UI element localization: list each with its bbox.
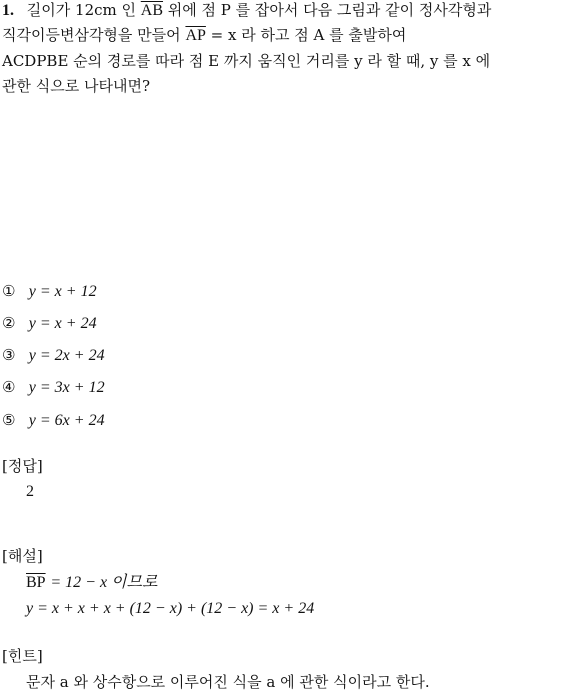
explanation-line-1-rest: = 12 − x 이므로 xyxy=(50,574,158,591)
question-line-4: 관한 식으로 나타내면? xyxy=(2,77,150,95)
question-line-3: ACDPBE 순의 경로를 따라 점 E 까지 움직인 거리를 y 라 할 때, y 를 x 에 xyxy=(2,52,491,70)
choice-expression: y = x + 24 xyxy=(28,315,97,332)
question-text-2b: = x 라 하고 점 A 를 출발하여 xyxy=(210,26,407,44)
choice-marker: ③ xyxy=(2,346,16,364)
choice-5[interactable] xyxy=(2,410,105,431)
choice-expression: y = 2x + 24 xyxy=(28,347,105,364)
question-text-1b: 위에 점 P 를 잡아서 다음 그림과 같이 정사각형과 xyxy=(167,1,492,19)
explanation-line-2: y = x + x + x + (12 − x) + (12 − x) = x + 24 xyxy=(26,600,315,617)
question-text-2a: 직각이등변삼각형을 만들어 xyxy=(2,26,181,44)
choice-3[interactable] xyxy=(2,345,105,366)
question-line-2 xyxy=(2,25,406,46)
hint-text: 문자 a 와 상수항으로 이루어진 식을 a 에 관한 식이라고 한다. xyxy=(26,673,430,691)
choice-expression: y = 3x + 12 xyxy=(28,379,105,396)
choice-marker: ⑤ xyxy=(2,411,16,429)
segment-ap: $\overline{AP}$ xyxy=(185,27,206,44)
choice-marker: ④ xyxy=(2,378,16,396)
explanation-line-1 xyxy=(26,572,157,593)
choice-marker: ② xyxy=(2,314,16,332)
hint-heading: [힌트] xyxy=(2,647,43,665)
segment-ab: $\overline{AB}$ xyxy=(140,2,164,19)
figure-area xyxy=(0,104,574,274)
choice-1[interactable] xyxy=(2,281,97,302)
choice-2[interactable] xyxy=(2,313,97,334)
choice-marker: ① xyxy=(2,282,16,300)
explanation-heading: [해설] xyxy=(2,547,43,565)
choice-expression: y = x + 12 xyxy=(28,283,97,300)
segment-bp: $\overline{BP}$ xyxy=(26,574,46,591)
question-text-1a: 길이가 12cm 인 xyxy=(26,1,136,19)
answer-heading: [정답] xyxy=(2,457,43,475)
answer-value: 2 xyxy=(26,483,34,500)
choice-4[interactable] xyxy=(2,377,105,398)
question-line-1 xyxy=(2,0,491,21)
question-number: 1. xyxy=(2,2,14,19)
choice-expression: y = 6x + 24 xyxy=(28,412,105,429)
